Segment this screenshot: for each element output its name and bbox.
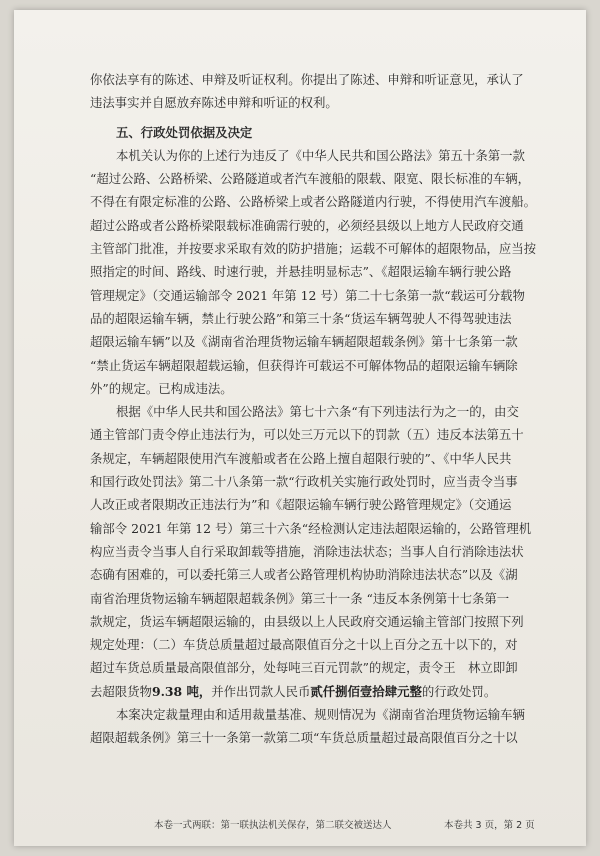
- text-line: 输部令 2021 年第 12 号）第三十六条“经检测认定违法超限运输的，公路管理机: [90, 520, 532, 536]
- text-line: 不得在有限定标准的公路、公路桥梁上或者公路隧道内行驶，不得使用汽车渡船。: [90, 194, 537, 210]
- text-line: “超过公路、公路桥梁、公路隧道或者汽车渡船的限载、限宽、限长标准的车辆，: [90, 171, 531, 187]
- text-line: 和国行政处罚法》第二十八条第一款“行政机关实施行政处罚时，应当责令当事: [90, 474, 518, 490]
- text-line: 品的超限运输车辆，禁止行驶公路”和第三十条“货运车辆驾驶人不得驾驶违法: [90, 310, 512, 326]
- text-line: 南省治理货物运输车辆超限超载条例》第三十一条 “违反本条例第十七条第一: [90, 590, 510, 606]
- text-line: 根据《中华人民共和国公路法》第七十六条“有下列违法行为之一的，由交: [116, 404, 519, 420]
- text-line: 违法事实并自愿放弃陈述申辩和听证的权利。: [90, 95, 338, 111]
- text-line: “禁止货运车辆超限超载运输，但获得许可载运不可解体物品的超限运输车辆除: [90, 357, 518, 373]
- page-number: 本卷共 3 页，第 2 页: [444, 820, 535, 831]
- weight-value: 9.38 吨，: [151, 683, 212, 699]
- text-line: 本机关认为你的上述行为违反了《中华人民共和国公路法》第五十条第一款: [116, 147, 525, 163]
- footer-note: 本卷一式两联：第一联执法机关保存，第二联交被送达人: [154, 820, 392, 831]
- text-line-penalty: [90, 680, 546, 703]
- document-body: [90, 68, 546, 750]
- text-line: 款规定，货运车辆超限运输的，由县级以上人民政府交通运输主管部门按照下列: [90, 613, 524, 629]
- text-fragment: 并作出罚款人民币: [211, 683, 311, 699]
- text-line: 态确有困难的，可以委托第三人或者公路管理机构协助消除违法状态”以及《湖: [90, 567, 518, 583]
- text-line: 构应当责令当事人自行采取卸载等措施，消除违法状态；当事人自行消除违法状: [90, 543, 524, 559]
- text-line: 超过车货总质量最高限值部分，处每吨三百元罚款”的规定，责令王 林立即卸: [90, 660, 518, 676]
- fine-amount: 贰仟捌佰壹拾肆元整: [310, 683, 422, 699]
- text-line: 超限运输车辆”以及《湖南省治理货物运输车辆超限超载条例》第十七条第一款: [90, 334, 518, 350]
- text-fragment: 去超限货物: [90, 683, 152, 699]
- text-line: 规定处理：（二）车货总质量超过最高限值百分之十以上百分之五十以下的，对: [90, 637, 518, 653]
- text-line: 主管部门批准，并按要求采取有效的防护措施；运载不可解体的超限物品，应当按: [90, 241, 537, 257]
- text-line: 照指定的时间、路线、时速行驶，并悬挂明显标志”、《超限运输车辆行驶公路: [90, 264, 512, 280]
- section-heading: 五、行政处罚依据及决定: [116, 124, 253, 140]
- text-line: 本案决定裁量理由和适用裁量基准、规则情况为《湖南省治理货物运输车辆: [116, 707, 525, 723]
- text-line: 条规定，车辆超限使用汽车渡船或者在公路上擅自超限行驶的”、《中华人民共: [90, 450, 512, 466]
- text-line: 你依法享有的陈述、申辩及听证权利。你提出了陈述、申辩和听证意见，承认了: [90, 72, 524, 87]
- text-line: 通主管部门责令停止违法行为，可以处三万元以下的罚款（五）违反本法第五十: [90, 427, 524, 443]
- text-line: 超限超载条例》第三十一条第一款第二项“车货总质量超过最高限值百分之十以: [90, 730, 518, 746]
- text-fragment: 的行政处罚。: [421, 683, 497, 699]
- text-line: 外”的规定。已构成违法。: [90, 380, 233, 396]
- text-line: 管理规定》（交通运输部令 2021 年第 12 号）第二十七条第一款“载运可分载物: [90, 287, 525, 303]
- text-line: 人改正或者限期改正违法行为”和《超限运输车辆行驶公路管理规定》（交通运: [90, 497, 512, 513]
- text-line: 超过公路或者公路桥梁限载标准确需行驶的，必须经县级以上地方人民政府交通: [90, 217, 524, 233]
- document-page: [14, 10, 586, 846]
